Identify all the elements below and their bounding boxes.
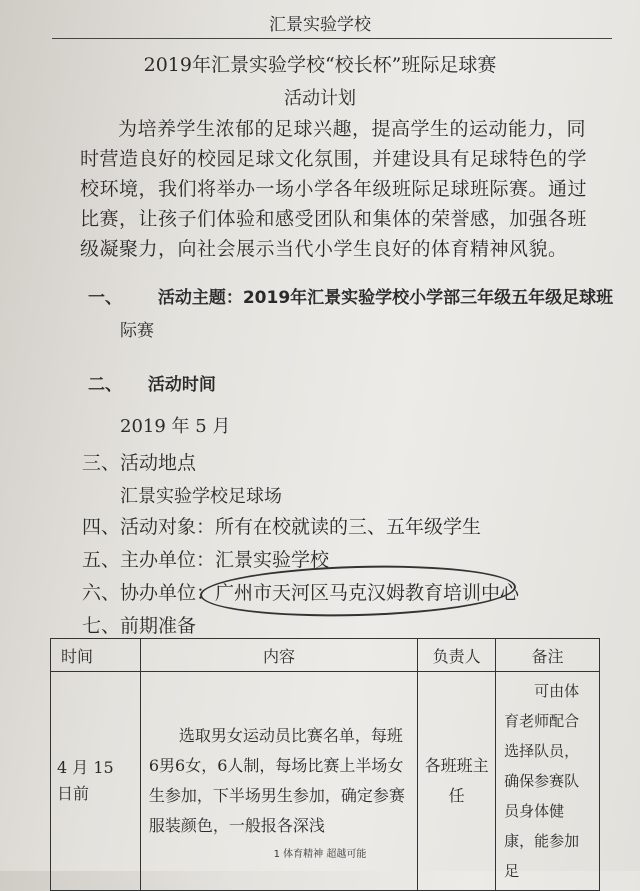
section-5-number: 五、 (82, 549, 121, 571)
table-header-row (51, 639, 600, 672)
section-3-number: 三、 (82, 452, 121, 474)
section-6-label: 协办单位： (120, 582, 216, 604)
header-time: 时间 (51, 639, 141, 672)
section-3-label: 活动地点 (120, 452, 197, 474)
section-4 (82, 512, 481, 539)
header-content: 内容 (140, 639, 417, 672)
section-4-label: 活动对象： (120, 516, 216, 538)
cell-owner: 各班班主任 (418, 672, 496, 891)
section-2-number: 二、 (88, 375, 122, 395)
section-6-number: 六、 (82, 582, 121, 604)
section-1-label: 活动主题： (157, 288, 243, 308)
header-owner: 负责人 (418, 639, 496, 672)
header-divider (52, 38, 612, 39)
section-5-label: 主办单位： (120, 549, 216, 571)
section-3-value: 汇景实验学校足球场 (120, 486, 282, 507)
section-2 (88, 370, 216, 395)
section-5 (82, 545, 329, 572)
page-footer: 1 体育精神 超越可能 (273, 849, 367, 860)
header-school-name: 汇景实验学校 (269, 15, 371, 35)
document-subtitle: 活动计划 (284, 88, 356, 109)
cell-time: 4 月 15 日前 (51, 672, 141, 891)
section-3 (82, 448, 196, 475)
cell-note: 可由体育老师配合选择队员，确保参赛队员身体健康，能参加足 (496, 672, 600, 891)
document-title: 2019年汇景实验学校“校长杯”班际足球赛 (143, 54, 497, 76)
section-1-value: 2019年汇景实验学校小学部三年级五年级足球班 (242, 288, 614, 308)
section-1-value-continued: 际赛 (120, 321, 154, 341)
section-7-label: 前期准备 (120, 615, 197, 637)
section-2-value: 2019 年 5 月 (120, 416, 231, 437)
section-6-value: 广州市天河区马克汉姆教育培训中心 (215, 582, 520, 604)
section-7-number: 七、 (82, 615, 121, 637)
section-1 (88, 283, 613, 308)
section-1-number: 一、 (88, 288, 122, 308)
header-note: 备注 (496, 639, 600, 672)
intro-paragraph: 为培养学生浓郁的足球兴趣，提高学生的运动能力，同时营造良好的校园足球文化氛围，并建设具有足球特色的学校环境，我们将举办一场小学各年级班际足球班际赛。通过比赛，让孩子们体验和感受团队和集体的荣誉感，加强各班级凝聚力，向社会展示当代小学生良好的体育精神风貌。 (80, 118, 588, 260)
section-2-label: 活动时间 (147, 375, 216, 395)
section-7 (82, 611, 196, 638)
cell-content: 选取男女运动员比赛名单，每班6男6女，6人制，每场比赛上半场女生参加，下半场男生参加，确定参赛服装颜色，一般报各深浅 (140, 672, 417, 891)
section-4-value: 所有在校就读的三、五年级学生 (215, 516, 482, 538)
section-4-number: 四、 (82, 516, 121, 538)
section-5-value: 汇景实验学校 (215, 549, 330, 571)
